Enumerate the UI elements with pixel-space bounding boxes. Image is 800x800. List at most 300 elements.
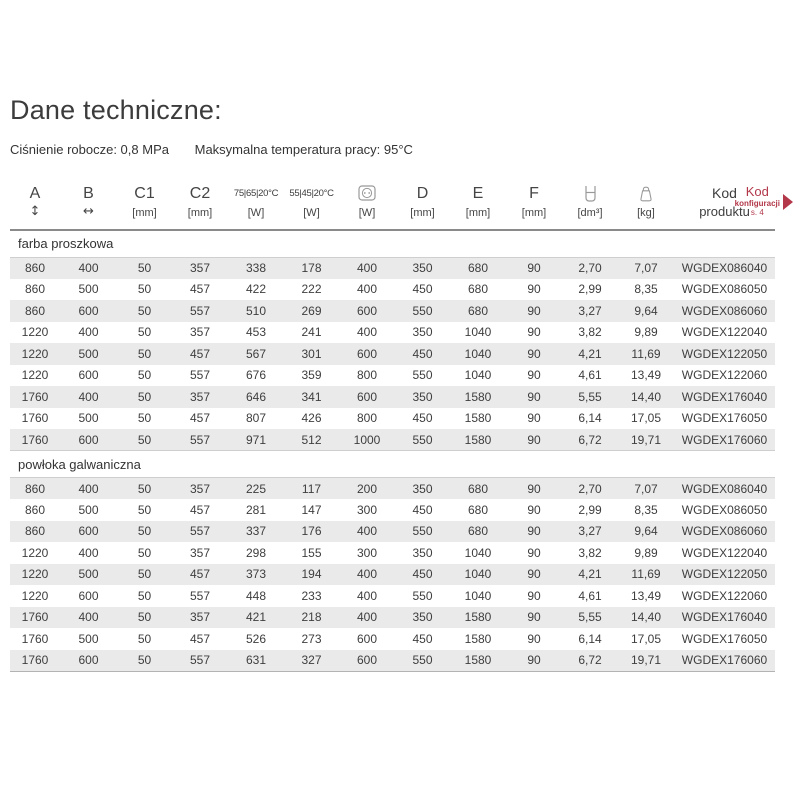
cell: 225 xyxy=(228,478,284,500)
cell: 6,72 xyxy=(562,429,618,451)
cell: WGDEX176050 xyxy=(681,631,768,646)
cell: WGDEX176050 xyxy=(681,411,768,426)
cell: 17,05 xyxy=(630,631,662,646)
cell: 50 xyxy=(137,368,152,383)
cell: 90 xyxy=(527,631,541,646)
cell: WGDEX122060 xyxy=(681,588,768,603)
cell: 19,71 xyxy=(618,429,674,451)
cell: 50 xyxy=(117,343,172,365)
cell: 155 xyxy=(301,545,322,560)
cell: 50 xyxy=(137,502,152,517)
cell: 500 xyxy=(78,631,99,646)
cell: 1760 xyxy=(10,429,60,451)
col-label: C1 xyxy=(134,185,155,202)
section-label-row xyxy=(10,451,775,478)
cell: 3,82 xyxy=(578,325,602,340)
col-label: D xyxy=(416,185,429,202)
cell: WGDEX086060 xyxy=(674,521,775,543)
cell: 5,55 xyxy=(562,607,618,629)
cell: WGDEX176060 xyxy=(674,429,775,451)
cell: 450 xyxy=(412,411,433,426)
cell: WGDEX122040 xyxy=(681,325,768,340)
cell: 400 xyxy=(60,257,117,279)
cell: WGDEX122050 xyxy=(674,343,775,365)
cell: 1760 xyxy=(10,650,60,672)
cell: 680 xyxy=(467,282,489,297)
cell: 1220 xyxy=(21,588,49,603)
cell: 400 xyxy=(356,325,378,340)
cell: 8,35 xyxy=(634,502,658,517)
cell: 350 xyxy=(412,325,433,340)
table-row xyxy=(10,429,775,451)
cell: 50 xyxy=(137,631,152,646)
cell: 500 xyxy=(78,411,99,426)
table-body xyxy=(10,230,775,671)
section-label: powłoka galwaniczna xyxy=(10,451,775,478)
cell: 241 xyxy=(301,325,322,340)
cell: 1040 xyxy=(464,368,492,383)
col-header-a xyxy=(10,179,60,230)
cell: 1580 xyxy=(464,631,492,646)
cell: 421 xyxy=(228,607,284,629)
cell: 350 xyxy=(395,478,450,500)
cell: 178 xyxy=(284,257,339,279)
cell: WGDEX122040 xyxy=(681,545,768,560)
col-unit: [mm] xyxy=(132,207,157,219)
cell: 807 xyxy=(245,411,267,426)
technical-data-table xyxy=(10,179,775,672)
cell: 510 xyxy=(228,300,284,322)
cell: 350 xyxy=(395,257,450,279)
cell: 90 xyxy=(527,411,541,426)
col-header-f xyxy=(506,179,562,230)
cell: 1220 xyxy=(10,343,60,365)
table-wrapper xyxy=(10,179,780,672)
table-row xyxy=(10,386,775,408)
col-header-volume xyxy=(562,179,618,230)
cell: 971 xyxy=(228,429,284,451)
height-arrow-icon: ↕ xyxy=(29,204,41,219)
col-unit: produktu xyxy=(699,204,750,219)
arrow-right-icon xyxy=(783,194,793,210)
cell: 1760 xyxy=(21,411,49,426)
cell: 4,61 xyxy=(578,368,602,383)
cell: 350 xyxy=(395,386,450,408)
cell: 338 xyxy=(228,257,284,279)
cell: WGDEX122050 xyxy=(674,564,775,586)
cell: 50 xyxy=(117,257,172,279)
cell: 600 xyxy=(60,300,117,322)
col-header-e xyxy=(450,179,506,230)
table-row xyxy=(10,542,775,564)
cell: 6,14 xyxy=(578,631,602,646)
cell: 50 xyxy=(117,386,172,408)
table-row xyxy=(10,564,775,586)
cell: 860 xyxy=(10,478,60,500)
cell: 90 xyxy=(506,478,562,500)
cell: 453 xyxy=(245,325,267,340)
cell: 1580 xyxy=(450,650,506,672)
cell: 273 xyxy=(301,631,322,646)
cell: 800 xyxy=(356,368,378,383)
cell: WGDEX086060 xyxy=(674,300,775,322)
cell: 457 xyxy=(189,502,211,517)
cell: WGDEX086040 xyxy=(674,478,775,500)
cell: 7,07 xyxy=(618,257,674,279)
cell: 5,55 xyxy=(562,386,618,408)
cell: 90 xyxy=(527,325,541,340)
cell: 6,72 xyxy=(562,650,618,672)
cell: 200 xyxy=(339,478,395,500)
cell: 1760 xyxy=(21,631,49,646)
cell: 359 xyxy=(301,368,322,383)
cell: 13,49 xyxy=(630,368,662,383)
cell: 400 xyxy=(60,478,117,500)
cell: 450 xyxy=(395,343,450,365)
power-socket-icon xyxy=(339,185,395,203)
col-unit: [dm³] xyxy=(577,207,603,219)
cell: 557 xyxy=(189,368,211,383)
cell: 512 xyxy=(284,429,339,451)
cell: 1580 xyxy=(450,386,506,408)
cell: 50 xyxy=(117,300,172,322)
col-label: B xyxy=(83,185,94,202)
cell: 350 xyxy=(412,545,433,560)
cell: 600 xyxy=(60,429,117,451)
pressure-note: Ciśnienie robocze: 0,8 MPa xyxy=(10,142,169,157)
cell: 448 xyxy=(245,588,267,603)
cell: 90 xyxy=(527,282,541,297)
col-label: 75|65|20°C xyxy=(233,188,279,199)
cell: 1760 xyxy=(10,386,60,408)
cell: 90 xyxy=(506,343,562,365)
cell: 50 xyxy=(117,478,172,500)
cell: 457 xyxy=(172,343,228,365)
cell: 7,07 xyxy=(618,478,674,500)
cell: 90 xyxy=(506,607,562,629)
table-row xyxy=(10,279,775,301)
cell: 281 xyxy=(245,502,267,517)
cell: 327 xyxy=(284,650,339,672)
col-header-electric-power xyxy=(339,179,395,230)
col-unit: [W] xyxy=(247,207,265,219)
cell: 50 xyxy=(117,429,172,451)
cell: 450 xyxy=(412,282,433,297)
cell: 600 xyxy=(339,300,395,322)
cell: 357 xyxy=(172,386,228,408)
cell: 300 xyxy=(356,545,378,560)
col-label: A xyxy=(29,185,41,202)
cell: 557 xyxy=(172,429,228,451)
cell: 9,64 xyxy=(618,300,674,322)
water-volume-icon xyxy=(562,185,618,203)
temperature-note: Maksymalna temperatura pracy: 95°C xyxy=(194,142,413,157)
cell: 373 xyxy=(228,564,284,586)
cell: 400 xyxy=(78,545,99,560)
config-code-link[interactable] xyxy=(735,185,793,218)
cell: 1040 xyxy=(450,343,506,365)
cell: 600 xyxy=(339,650,395,672)
cell: 269 xyxy=(284,300,339,322)
table-row xyxy=(10,521,775,543)
col-header-c2 xyxy=(172,179,228,230)
cell: 90 xyxy=(506,650,562,672)
page-title: Dane techniczne: xyxy=(10,95,222,125)
cell: 222 xyxy=(301,282,322,297)
cell: 1760 xyxy=(10,607,60,629)
cell: 2,70 xyxy=(562,478,618,500)
cell: WGDEX122060 xyxy=(681,368,768,383)
cell: 500 xyxy=(60,564,117,586)
cell: 1220 xyxy=(21,545,49,560)
cell: 357 xyxy=(172,607,228,629)
cell: 457 xyxy=(189,411,211,426)
table-row xyxy=(10,628,775,650)
cell: 557 xyxy=(172,300,228,322)
section-label-row xyxy=(10,230,775,257)
cell: 500 xyxy=(78,282,99,297)
col-header-c1 xyxy=(117,179,172,230)
col-unit: [W] xyxy=(358,207,376,219)
col-unit: [mm] xyxy=(521,207,547,219)
cell: 298 xyxy=(245,545,267,560)
col-label: 55|45|20°C xyxy=(289,188,334,199)
cell: 500 xyxy=(60,343,117,365)
cell: 90 xyxy=(506,386,562,408)
table-row xyxy=(10,478,775,500)
cell: 2,99 xyxy=(578,502,602,517)
cell: 550 xyxy=(395,429,450,451)
cell: WGDEX176060 xyxy=(674,650,775,672)
table-row xyxy=(10,585,775,607)
cell: 400 xyxy=(78,325,99,340)
technical-notes xyxy=(10,142,790,157)
cell: 147 xyxy=(301,502,322,517)
col-header-weight xyxy=(618,179,674,230)
cell: 357 xyxy=(172,257,228,279)
cell: 450 xyxy=(412,631,433,646)
cell: 2,99 xyxy=(578,282,602,297)
cell: 50 xyxy=(117,564,172,586)
cell: 90 xyxy=(527,368,541,383)
cell: 50 xyxy=(137,588,152,603)
cell: 337 xyxy=(228,521,284,543)
table-row xyxy=(10,607,775,629)
col-unit: [mm] xyxy=(187,207,213,219)
cell: WGDEX086050 xyxy=(681,282,768,297)
cell: 860 xyxy=(24,282,46,297)
cell: WGDEX086040 xyxy=(674,257,775,279)
cell: 4,61 xyxy=(578,588,602,603)
table-row xyxy=(10,365,775,387)
cell: 1040 xyxy=(464,325,492,340)
section-label: farba proszkowa xyxy=(10,230,775,257)
cell: 557 xyxy=(172,521,228,543)
cell: 400 xyxy=(60,607,117,629)
table-row xyxy=(10,257,775,279)
cell: 341 xyxy=(284,386,339,408)
cell: 218 xyxy=(284,607,339,629)
cell: 860 xyxy=(10,521,60,543)
cell: 300 xyxy=(356,502,378,517)
cell: 860 xyxy=(10,257,60,279)
cell: 14,40 xyxy=(618,386,674,408)
cell: 90 xyxy=(527,545,541,560)
col-label: C2 xyxy=(189,185,211,202)
cell: 233 xyxy=(301,588,322,603)
col-header-d xyxy=(395,179,450,230)
cell: 680 xyxy=(467,502,489,517)
cell: WGDEX176040 xyxy=(674,607,775,629)
cell: 860 xyxy=(24,502,46,517)
cell: 600 xyxy=(339,386,395,408)
cell: 457 xyxy=(189,631,211,646)
cell: 4,21 xyxy=(562,343,618,365)
cell: 6,14 xyxy=(578,411,602,426)
cell: 400 xyxy=(60,386,117,408)
cell: 1580 xyxy=(450,429,506,451)
cell: 9,89 xyxy=(634,545,658,560)
cell: 557 xyxy=(189,588,211,603)
cell: 1220 xyxy=(21,368,49,383)
width-arrow-icon: ↔ xyxy=(83,204,94,219)
cell: 1000 xyxy=(339,429,395,451)
cell: 550 xyxy=(412,368,433,383)
cell: 19,71 xyxy=(618,650,674,672)
cell: 400 xyxy=(339,607,395,629)
cell: 50 xyxy=(117,607,172,629)
cell: 14,40 xyxy=(618,607,674,629)
cell: 357 xyxy=(189,545,211,560)
cell: 50 xyxy=(117,650,172,672)
cell: 11,69 xyxy=(618,343,674,365)
cell: 600 xyxy=(78,588,99,603)
cell: 90 xyxy=(506,521,562,543)
cell: 1040 xyxy=(450,564,506,586)
cell: 4,21 xyxy=(562,564,618,586)
cell: 11,69 xyxy=(618,564,674,586)
cell: 676 xyxy=(245,368,267,383)
col-header-b xyxy=(60,179,117,230)
cell: 400 xyxy=(339,564,395,586)
cell: 500 xyxy=(78,502,99,517)
cell: 2,70 xyxy=(562,257,618,279)
cell: 450 xyxy=(412,502,433,517)
cell: 557 xyxy=(172,650,228,672)
cell: 426 xyxy=(301,411,322,426)
table-row xyxy=(10,322,775,344)
cell: 567 xyxy=(228,343,284,365)
col-unit: [kg] xyxy=(637,207,655,219)
cell: 450 xyxy=(395,564,450,586)
col-header-power-55 xyxy=(284,179,339,230)
cell: 90 xyxy=(527,588,541,603)
table-row xyxy=(10,408,775,430)
cell: 680 xyxy=(450,257,506,279)
col-header-power-75 xyxy=(228,179,284,230)
cell: 8,35 xyxy=(634,282,658,297)
col-label: E xyxy=(472,185,484,202)
cell: 194 xyxy=(284,564,339,586)
cell: 600 xyxy=(339,343,395,365)
cell: 550 xyxy=(395,300,450,322)
cell: 457 xyxy=(189,282,211,297)
cell: 526 xyxy=(245,631,267,646)
cell: 50 xyxy=(137,545,152,560)
cell: 50 xyxy=(137,411,152,426)
cell: 9,89 xyxy=(634,325,658,340)
col-label: F xyxy=(529,185,539,202)
cell: WGDEX176040 xyxy=(674,386,775,408)
cell: 17,05 xyxy=(630,411,662,426)
cell: 1580 xyxy=(450,607,506,629)
col-unit: [W] xyxy=(303,207,320,219)
cell: 631 xyxy=(228,650,284,672)
cell: 860 xyxy=(10,300,60,322)
weight-icon xyxy=(618,185,674,203)
cell: 357 xyxy=(189,325,211,340)
cell: 3,82 xyxy=(578,545,602,560)
cell: 3,27 xyxy=(562,300,618,322)
cell: 357 xyxy=(172,478,228,500)
config-code-text: Kod konfiguracji s. 4 xyxy=(734,184,780,217)
col-unit: [mm] xyxy=(410,207,435,219)
cell: 350 xyxy=(395,607,450,629)
cell: WGDEX086050 xyxy=(681,502,768,517)
cell: 400 xyxy=(339,521,395,543)
cell: 400 xyxy=(339,257,395,279)
cell: 1580 xyxy=(464,411,492,426)
cell: 457 xyxy=(172,564,228,586)
cell: 550 xyxy=(412,588,433,603)
header-row xyxy=(10,179,775,230)
cell: 680 xyxy=(450,521,506,543)
cell: 117 xyxy=(284,478,339,500)
cell: 50 xyxy=(137,325,152,340)
cell: 646 xyxy=(228,386,284,408)
cell: 550 xyxy=(395,650,450,672)
cell: 600 xyxy=(60,650,117,672)
col-unit: [mm] xyxy=(465,207,491,219)
cell: 680 xyxy=(450,478,506,500)
cell: 9,64 xyxy=(618,521,674,543)
cell: 301 xyxy=(284,343,339,365)
table-row xyxy=(10,650,775,672)
cell: 1220 xyxy=(21,325,49,340)
cell: 90 xyxy=(506,564,562,586)
cell: 1040 xyxy=(464,545,492,560)
cell: 550 xyxy=(395,521,450,543)
cell: 90 xyxy=(506,300,562,322)
cell: 50 xyxy=(117,521,172,543)
cell: 1220 xyxy=(10,564,60,586)
cell: 400 xyxy=(356,282,378,297)
cell: 3,27 xyxy=(562,521,618,543)
cell: 90 xyxy=(506,257,562,279)
table-row xyxy=(10,499,775,521)
cell: 1040 xyxy=(464,588,492,603)
cell: 600 xyxy=(60,521,117,543)
table-row xyxy=(10,343,775,365)
cell: 600 xyxy=(356,631,378,646)
cell: 50 xyxy=(137,282,152,297)
col-label: Kod xyxy=(712,185,737,201)
cell: 13,49 xyxy=(630,588,662,603)
cell: 90 xyxy=(506,429,562,451)
cell: 680 xyxy=(450,300,506,322)
cell: 90 xyxy=(527,502,541,517)
cell: 800 xyxy=(356,411,378,426)
